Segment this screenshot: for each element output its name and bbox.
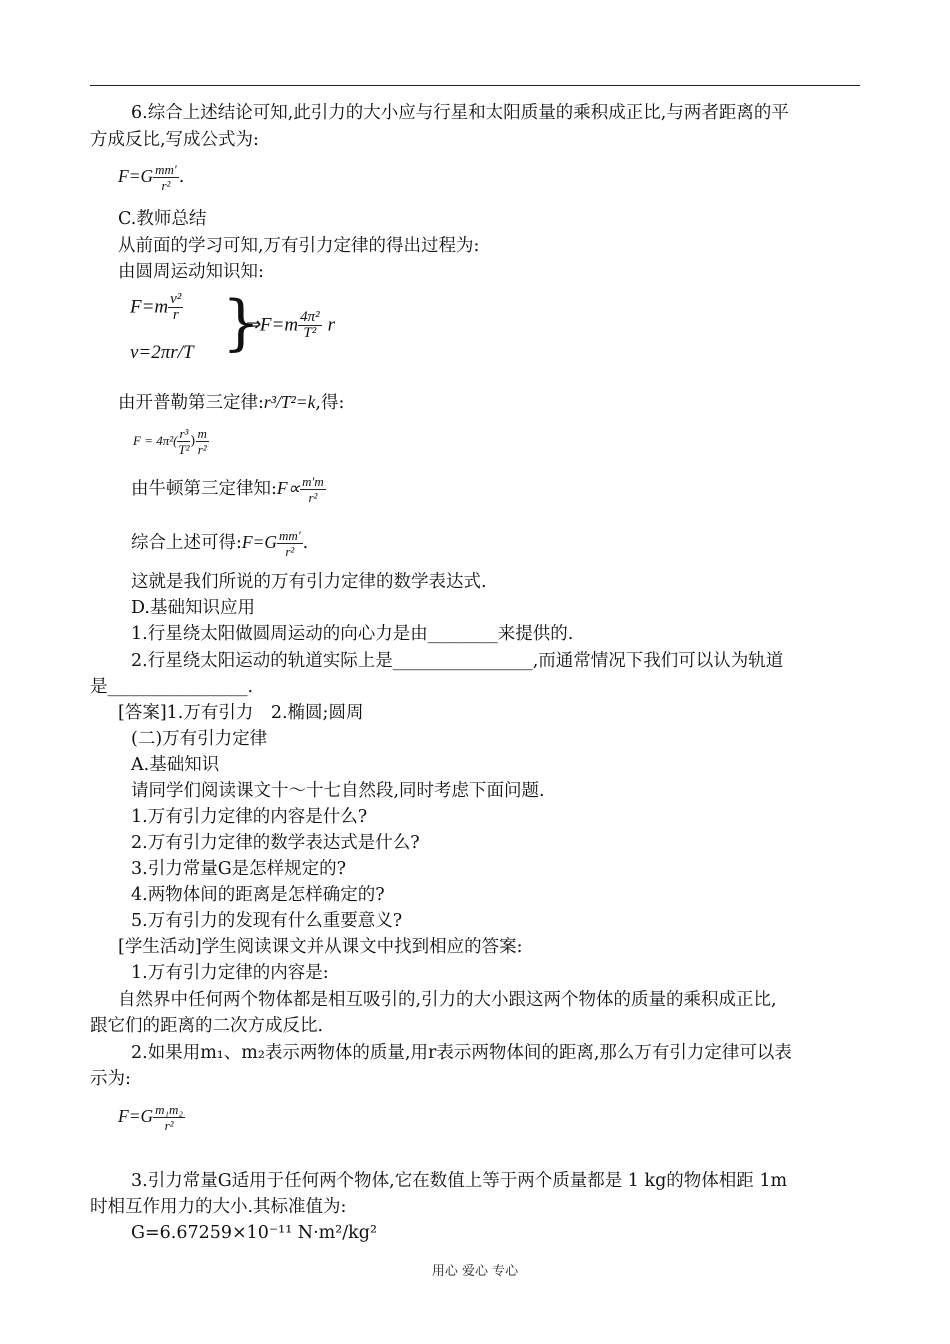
answer-line: [答案]1.万有引力 2.椭圆;圆周 [118, 703, 364, 723]
kepler-formula: r³/T²=k [263, 392, 316, 412]
summary-lhs: F=G [241, 532, 278, 552]
summary-den: r² [285, 544, 295, 559]
kepler-text: 由开普勒第三定律: [118, 393, 264, 413]
summary-tail: . [302, 533, 309, 553]
summary-text: 综合上述可得: [131, 533, 242, 553]
kepler-line [118, 389, 344, 416]
subst-num1: r³ [179, 426, 189, 441]
subst-den1: T² [178, 442, 190, 457]
answer-3-cont: 时相互作用力的大小.其标准值为: [90, 1197, 347, 1217]
derivation-result-lhs: ⇒F=m [244, 314, 299, 336]
list-item: 1.万有引力定律的内容是什么? [131, 807, 368, 827]
formula-gravitation-2 [118, 1102, 185, 1133]
answer-3: 3.引力常量G适用于任何两个物体,它在数值上等于两个质量都是 1 kg的物体相距 1m [131, 1171, 788, 1191]
subst-lhs: F = 4π²( [133, 433, 178, 448]
derivation-velocity: v=2πr/T [130, 342, 194, 363]
formula2-lhs: F=G [118, 1106, 154, 1126]
constant-value: G=6.67259×10⁻¹¹ N·m²/kg² [131, 1223, 377, 1243]
brace-symbol: } [222, 288, 261, 358]
formula-lhs: F=G [118, 166, 154, 186]
newton-line [131, 474, 326, 505]
paragraph-6-cont: 方成反比,写成公式为: [90, 130, 259, 150]
formula-gravitation-1 [118, 162, 184, 193]
newton-num: m′m [302, 474, 324, 489]
newton-den: r² [308, 490, 318, 505]
newton-lhs: F∝ [276, 478, 301, 498]
formula-denominator: r² [161, 178, 171, 193]
answer-1-text: 自然界中任何两个物体都是相互吸引的,引力的大小跟这两个物体的质量的乘积成正比, [118, 990, 777, 1010]
newton-text: 由牛顿第三定律知: [131, 479, 277, 499]
list-item: 5.万有引力的发现有什么重要意义? [131, 911, 403, 931]
formula2-num: m₁m₂ [155, 1102, 183, 1117]
header-rule [90, 85, 860, 86]
list-item: 3.引力常量G是怎样规定的? [131, 859, 347, 879]
paragraph-6: 6.综合上述结论可知,此引力的大小应与行星和太阳质量的乘积成正比,与两者距离的平 [131, 103, 789, 123]
list-item: 4.两物体间的距离是怎样确定的? [131, 885, 385, 905]
derivation-a-num: v² [170, 291, 182, 307]
page-footer: 用心 爱心 专心 [431, 1264, 519, 1279]
answer-2-cont: 示为: [90, 1069, 131, 1089]
section-a-heading: A.基础知识 [131, 755, 220, 775]
derivation-a-den: r [172, 307, 179, 323]
formula2-den: r² [164, 1118, 174, 1133]
summary-line [131, 528, 308, 559]
derivation-result-den: T² [303, 325, 317, 341]
subst-num2: m [197, 426, 207, 441]
question-1: 1.行星绕太阳做圆周运动的向心力是由________来提供的. [131, 624, 574, 644]
derivation-result-num: 4π² [300, 309, 320, 325]
subst-mid: ) [190, 434, 196, 449]
line-c2: 由圆周运动知识知: [118, 262, 264, 282]
subst-den2: r² [197, 442, 207, 457]
formula-kepler-substitution [133, 426, 209, 457]
student-activity: [学生活动]学生阅读课文并从课文中找到相应的答案: [118, 937, 523, 957]
section-2-heading: (二)万有引力定律 [131, 729, 268, 749]
derivation-a-lhs: F=m [130, 296, 169, 318]
section-c-heading: C.教师总结 [118, 209, 207, 229]
section-d-heading: D.基础知识应用 [131, 598, 255, 618]
answer-2: 2.如果用m₁、m₂表示两物体的质量,用r表示两物体间的距离,那么万有引力定律可以表 [131, 1043, 792, 1063]
kepler-tail: ,得: [315, 393, 345, 413]
derivation-result-tail: r [327, 314, 336, 336]
line-c1: 从前面的学习可知,万有引力定律的得出过程为: [118, 236, 480, 256]
formula-numerator: mm′ [155, 162, 177, 177]
list-item: 2.万有引力定律的数学表达式是什么? [131, 833, 420, 853]
line-expression: 这就是我们所说的万有引力定律的数学表达式. [131, 572, 487, 592]
answer-1-text-cont: 跟它们的距离的二次方成反比. [90, 1016, 324, 1036]
answer-1: 1.万有引力定律的内容是: [131, 963, 329, 983]
question-2: 2.行星绕太阳运动的轨道实际上是________________,而通常情况下我们可以认为轨道 [131, 651, 784, 671]
summary-num: mm′ [279, 528, 301, 543]
question-2-cont: 是________________. [90, 677, 254, 697]
reading-instruction: 请同学们阅读课文十～十七自然段,同时考虑下面问题. [131, 781, 545, 801]
formula-tail: . [178, 167, 185, 187]
